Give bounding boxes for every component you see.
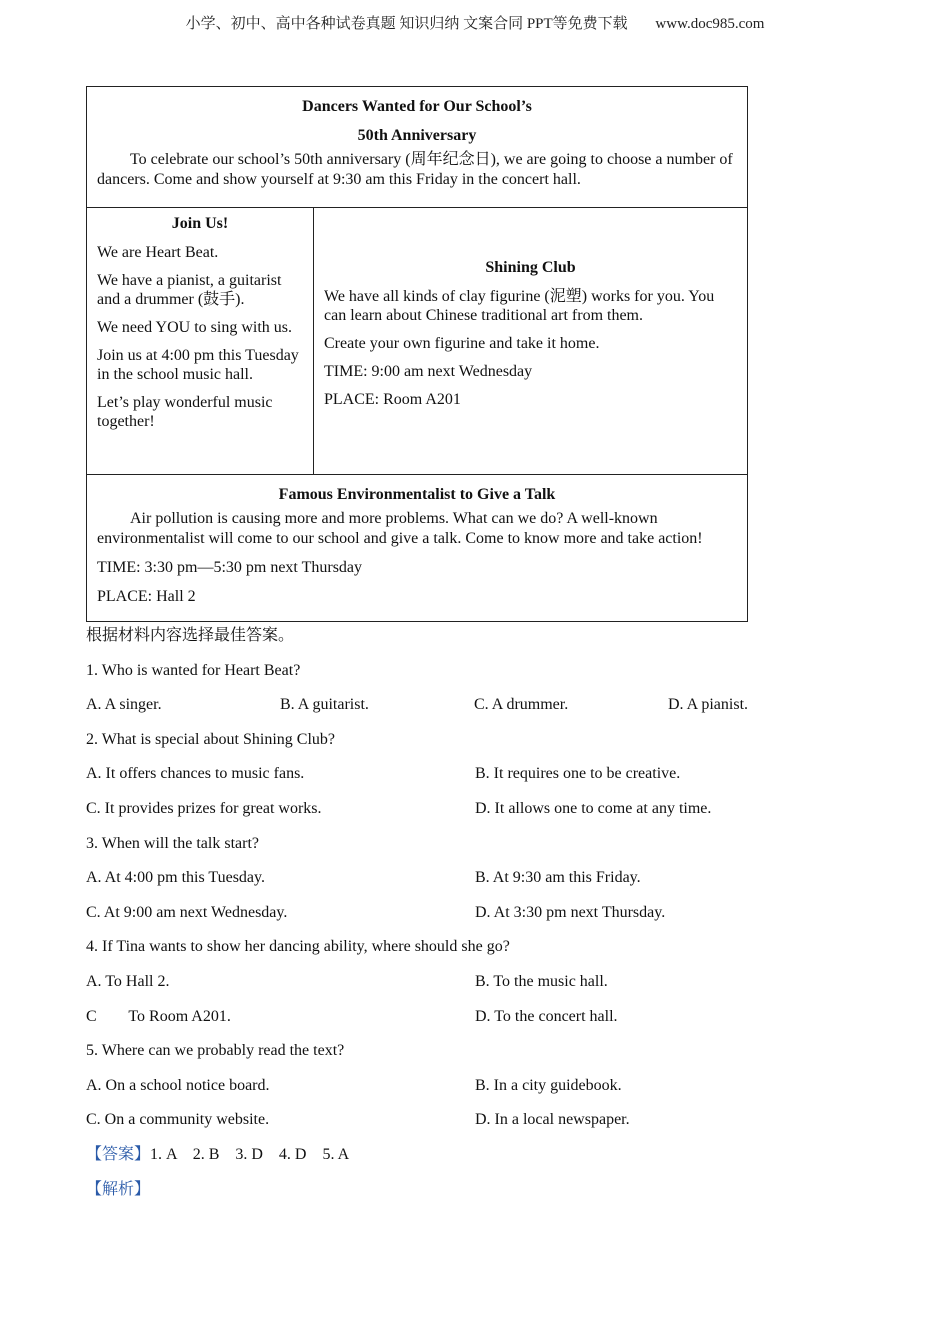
- talk-time: TIME: 3:30 pm—5:30 pm next Thursday: [97, 559, 363, 576]
- option[interactable]: C. It provides prizes for great works.: [86, 799, 322, 817]
- option[interactable]: B. To the music hall.: [475, 972, 608, 990]
- shining-line: TIME: 9:00 am next Wednesday: [324, 363, 533, 380]
- question-options: [86, 799, 866, 834]
- question-stem: 2. What is special about Shining Club?: [86, 730, 336, 748]
- talk-title: Famous Environmentalist to Give a Talk: [278, 486, 556, 503]
- option[interactable]: B. At 9:30 am this Friday.: [475, 869, 641, 887]
- question-stem: 1. Who is wanted for Heart Beat?: [86, 661, 301, 679]
- analysis-line: [86, 1180, 866, 1215]
- option[interactable]: C. A drummer.: [474, 696, 569, 714]
- question-options: [86, 1007, 866, 1042]
- heartbeat-line: We need YOU to sing with us.: [97, 319, 292, 336]
- talk-section: [87, 475, 747, 621]
- answer-text: 1. A 2. B 3. D 4. D 5. A: [150, 1145, 350, 1163]
- header-text: 小学、初中、高中各种试卷真题 知识归纳 文案合同 PPT等免费下载: [185, 16, 628, 32]
- talk-body: Air pollution is causing more and more problems. What can we do? A well-known environmentalist will come to our school and give a talk. Come to know more and take action!: [97, 510, 703, 547]
- dancers-title-1: Dancers Wanted for Our School’s: [302, 98, 532, 115]
- option[interactable]: D. A pianist.: [668, 696, 749, 714]
- option[interactable]: B. It requires one to be creative.: [475, 765, 681, 783]
- option[interactable]: D. It allows one to come at any time.: [475, 799, 712, 817]
- option[interactable]: D. To the concert hall.: [475, 1007, 618, 1025]
- talk-place: PLACE: Hall 2: [97, 588, 196, 605]
- questions-block: [86, 626, 866, 1214]
- question-options: [86, 1110, 866, 1145]
- option[interactable]: D. In a local newspaper.: [475, 1111, 630, 1129]
- question-stem: 3. When will the talk start?: [86, 834, 259, 852]
- heartbeat-line: We have a pianist, a guitarist and a drummer (鼓手).: [97, 272, 282, 308]
- answer-label: 【答案】: [86, 1145, 151, 1163]
- question-stem: 5. Where can we probably read the text?: [86, 1042, 345, 1060]
- answer-line: [86, 1145, 866, 1180]
- heartbeat-line: Join us at 4:00 pm this Tuesday in the school music hall.: [97, 347, 299, 383]
- option[interactable]: C. On a community website.: [86, 1111, 270, 1129]
- question-options: [86, 868, 866, 903]
- question-options: [86, 695, 866, 730]
- question-options: [86, 1076, 866, 1111]
- analysis-label: 【解析】: [86, 1180, 151, 1198]
- option[interactable]: A. It offers chances to music fans.: [86, 765, 305, 783]
- instruction: 根据材料内容选择最佳答案。: [86, 627, 295, 644]
- shining-section: [314, 208, 747, 474]
- option[interactable]: B. A guitarist.: [280, 696, 369, 714]
- question-options: [86, 972, 866, 1007]
- question-options: [86, 903, 866, 938]
- dancers-section: [87, 87, 747, 208]
- header-site[interactable]: www.doc985.com: [655, 16, 765, 32]
- heartbeat-title: Join Us!: [171, 215, 229, 232]
- dancers-title-2: 50th Anniversary: [357, 127, 477, 144]
- option[interactable]: B. In a city guidebook.: [475, 1076, 622, 1094]
- shining-line: We have all kinds of clay figurine (泥塑) works for you. You can learn about Chinese traditional art from them.: [324, 288, 715, 324]
- option[interactable]: A. To Hall 2.: [86, 972, 170, 990]
- option[interactable]: A. A singer.: [86, 696, 162, 714]
- shining-line: Create your own figurine and take it home.: [324, 335, 600, 352]
- question-stem: 4. If Tina wants to show her dancing ability, where should she go?: [86, 938, 510, 956]
- dancers-body: To celebrate our school’s 50th anniversary (周年纪念日), we are going to choose a number of dancers. Come and show yourself at 9:30 am this Friday in the concert hall.: [97, 151, 733, 188]
- heartbeat-line: Let’s play wonderful music together!: [97, 394, 273, 430]
- option[interactable]: C. At 9:00 am next Wednesday.: [86, 903, 288, 921]
- heartbeat-line: We are Heart Beat.: [97, 244, 219, 261]
- shining-line: PLACE: Room A201: [324, 391, 461, 408]
- page-header: [0, 12, 950, 33]
- question-options: [86, 764, 866, 799]
- option[interactable]: D. At 3:30 pm next Thursday.: [475, 903, 666, 921]
- option[interactable]: A. At 4:00 pm this Tuesday.: [86, 869, 265, 887]
- clubs-row: [87, 208, 747, 475]
- shining-title: Shining Club: [485, 259, 576, 276]
- option[interactable]: C To Room A201.: [86, 1007, 231, 1025]
- option[interactable]: A. On a school notice board.: [86, 1076, 270, 1094]
- notice-board: [86, 86, 748, 622]
- heartbeat-section: [87, 208, 314, 474]
